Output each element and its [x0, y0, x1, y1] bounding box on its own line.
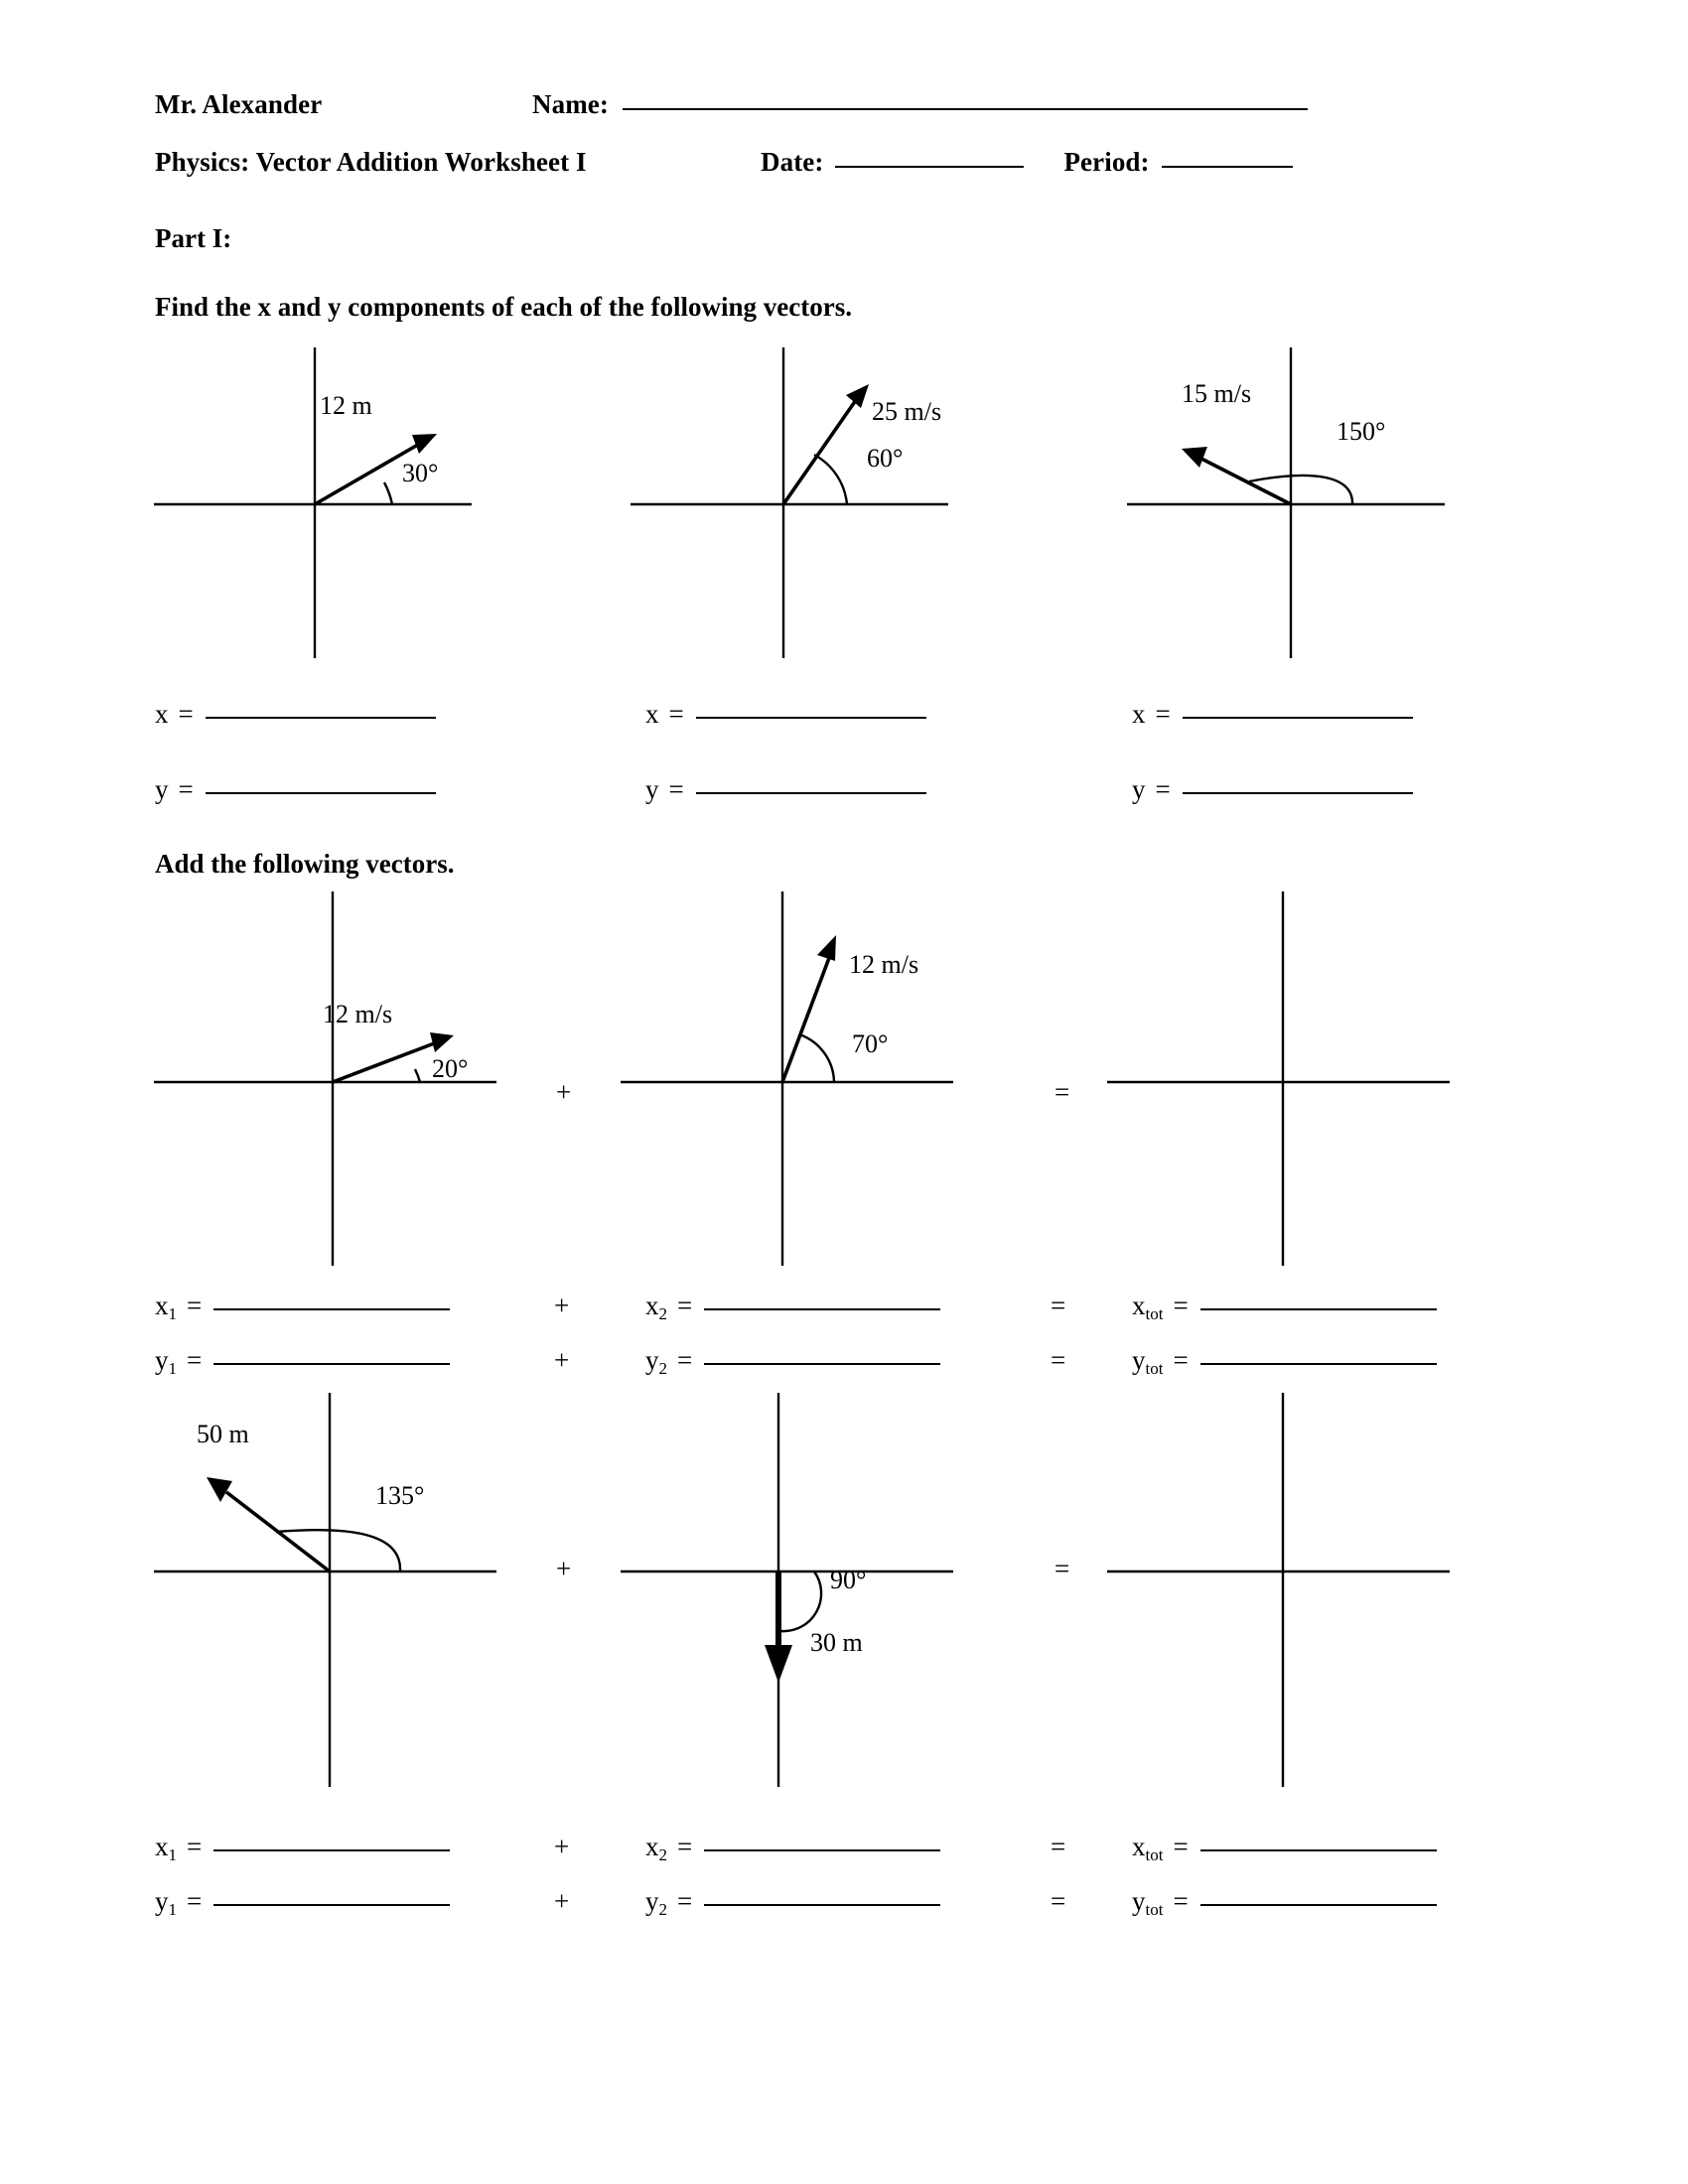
addition-row2-diagram-result: [1102, 1385, 1460, 1802]
answer-y-3: [1132, 774, 1413, 805]
period-blank-line[interactable]: [1162, 166, 1293, 168]
answer-y-1: [155, 774, 436, 805]
addition-row1-x2-label: $x_2$: [645, 1291, 667, 1323]
addition-row1-diagram-left: [149, 884, 506, 1281]
addition-row1-equals-operator: =: [1055, 1077, 1070, 1107]
addition-row1-x1-equals: =: [187, 1291, 203, 1320]
addition-row1-ytot-label: $y_{tot}$: [1132, 1345, 1164, 1378]
addition-row1-y2-blank[interactable]: [704, 1363, 940, 1365]
answer-x-1-label: x: [155, 699, 169, 729]
answer-x-2-equals: =: [668, 699, 684, 729]
addition-row1-x2-blank[interactable]: [704, 1308, 940, 1310]
addition-row2-ytot-equals: =: [1173, 1886, 1189, 1916]
addition-row2-y2-label: $y_2$: [645, 1886, 667, 1919]
addition-row1-x2-answer: [645, 1291, 940, 1324]
addition-row2-diagram-middle: [616, 1385, 973, 1802]
addition-row1-xtot-equals: =: [1173, 1291, 1189, 1320]
period-label: Period:: [1063, 147, 1150, 177]
answer-x-2-blank[interactable]: [696, 717, 926, 719]
addition-row1-y2-equals: =: [677, 1345, 693, 1375]
answer-y-2-label: y: [645, 774, 659, 804]
answer-x-3-label: x: [1132, 699, 1146, 729]
addition-row1-xtot-answer: [1132, 1291, 1437, 1324]
addition-row2-x2-equals: =: [677, 1832, 693, 1861]
addition-row1-middle-angle: 70°: [852, 1029, 889, 1058]
addition-row2-y1-equals: =: [187, 1886, 203, 1916]
addition-row2-y1-answer: [155, 1886, 450, 1920]
addition-row1-x1-label: $x_1$: [155, 1291, 177, 1323]
header-row-date: [155, 147, 1293, 178]
answer-x-3-equals: =: [1155, 699, 1171, 729]
addition-row1-y1-label: $y_1$: [155, 1345, 177, 1378]
vector-diagram-2: [626, 342, 953, 660]
vector-3-magnitude-label: 15 m/s: [1182, 379, 1252, 408]
date-label: Date:: [761, 147, 824, 177]
name-blank-line[interactable]: [623, 108, 1308, 110]
vector-diagram-1: [149, 342, 477, 660]
addition-row2-y-equals: =: [1051, 1886, 1066, 1916]
answer-y-1-blank[interactable]: [206, 792, 436, 794]
vector-1-angle-label: 30°: [402, 459, 439, 487]
addition-row2-x2-blank[interactable]: [704, 1849, 940, 1851]
addition-row2-x1-label: $x_1$: [155, 1832, 177, 1864]
answer-x-2-label: x: [645, 699, 659, 729]
addition-row1-x2-equals: =: [677, 1291, 693, 1320]
addition-row2-y1-blank[interactable]: [213, 1904, 450, 1906]
addition-row2-x2-answer: [645, 1832, 940, 1865]
vector-2-angle-label: 60°: [867, 444, 904, 473]
addition-row2-y-plus: +: [554, 1886, 570, 1916]
answer-x-1: [155, 699, 436, 730]
addition-row1-ytot-blank[interactable]: [1200, 1363, 1437, 1365]
answer-x-2: [645, 699, 926, 730]
answer-y-1-equals: =: [178, 774, 194, 804]
addition-row1-xtot-label: $x_{tot}$: [1132, 1291, 1164, 1323]
answer-x-1-blank[interactable]: [206, 717, 436, 719]
addition-row1-y2-label: $y_2$: [645, 1345, 667, 1378]
vector-1-magnitude-label: 12 m: [320, 391, 372, 420]
addition-row1-y1-blank[interactable]: [213, 1363, 450, 1365]
addition-row1-x1-blank[interactable]: [213, 1308, 450, 1310]
answer-x-3-blank[interactable]: [1183, 717, 1413, 719]
addition-row2-xtot-equals: =: [1173, 1832, 1189, 1861]
answer-y-1-label: y: [155, 774, 169, 804]
course-title: Physics: Vector Addition Worksheet I: [155, 147, 587, 177]
addition-row1-y1-answer: [155, 1345, 450, 1379]
name-label: Name:: [532, 89, 609, 119]
vector-3-angle-label: 150°: [1336, 417, 1386, 446]
addition-row1-x-equals: =: [1051, 1291, 1066, 1320]
addition-row2-xtot-label: $x_{tot}$: [1132, 1832, 1164, 1864]
addition-row2-y2-blank[interactable]: [704, 1904, 940, 1906]
addition-row1-y-equals: =: [1051, 1345, 1066, 1375]
addition-row1-y2-answer: [645, 1345, 940, 1379]
addition-row2-xtot-answer: [1132, 1832, 1437, 1865]
answer-y-3-label: y: [1132, 774, 1146, 804]
addition-row2-middle-magnitude: 30 m: [810, 1628, 863, 1657]
addition-row1-x1-answer: [155, 1291, 450, 1324]
addition-row2-x1-equals: =: [187, 1832, 203, 1861]
addition-row1-ytot-answer: [1132, 1345, 1437, 1379]
addition-row2-x-equals: =: [1051, 1832, 1066, 1861]
vector-diagram-3: [1122, 342, 1450, 660]
addition-row2-ytot-answer: [1132, 1886, 1437, 1920]
addition-row1-y-plus: +: [554, 1345, 570, 1375]
part-one-heading: Part I:: [155, 223, 232, 253]
add-vectors-instruction: Add the following vectors.: [155, 849, 455, 879]
addition-row2-x1-blank[interactable]: [213, 1849, 450, 1851]
addition-row2-y2-answer: [645, 1886, 940, 1920]
vector-2-magnitude-label: 25 m/s: [872, 397, 942, 426]
addition-row1-plus-operator: +: [556, 1077, 572, 1107]
header-row-name: [155, 89, 1308, 120]
addition-row2-ytot-blank[interactable]: [1200, 1904, 1437, 1906]
date-blank-line[interactable]: [835, 166, 1024, 168]
addition-row2-equals-operator: =: [1055, 1554, 1070, 1583]
addition-row2-x2-label: $x_2$: [645, 1832, 667, 1864]
addition-row1-left-magnitude: 12 m/s: [323, 1000, 393, 1028]
addition-row2-xtot-blank[interactable]: [1200, 1849, 1437, 1851]
addition-row2-y2-equals: =: [677, 1886, 693, 1916]
answer-y-3-equals: =: [1155, 774, 1171, 804]
addition-row1-ytot-equals: =: [1173, 1345, 1189, 1375]
answer-y-2-equals: =: [668, 774, 684, 804]
addition-row2-middle-angle: 90°: [830, 1566, 867, 1594]
addition-row1-y1-equals: =: [187, 1345, 203, 1375]
addition-row1-xtot-blank[interactable]: [1200, 1308, 1437, 1310]
addition-row2-x-plus: +: [554, 1832, 570, 1861]
addition-row1-middle-magnitude: 12 m/s: [849, 950, 919, 979]
find-components-instruction: Find the x and y components of each of the following vectors.: [155, 292, 852, 322]
addition-row2-ytot-label: $y_{tot}$: [1132, 1886, 1164, 1919]
addition-row1-diagram-result: [1102, 884, 1460, 1281]
addition-row2-diagram-left: [149, 1385, 506, 1802]
addition-row1-x-plus: +: [554, 1291, 570, 1320]
addition-row2-plus-operator: +: [556, 1554, 572, 1583]
answer-y-3-blank[interactable]: [1183, 792, 1413, 794]
addition-row1-diagram-middle: [616, 884, 973, 1281]
answer-x-3: [1132, 699, 1413, 730]
answer-y-2-blank[interactable]: [696, 792, 926, 794]
addition-row2-left-angle: 135°: [375, 1481, 425, 1510]
addition-row2-left-magnitude: 50 m: [197, 1420, 249, 1448]
addition-row2-x1-answer: [155, 1832, 450, 1865]
answer-y-2: [645, 774, 926, 805]
addition-row2-y1-label: $y_1$: [155, 1886, 177, 1919]
teacher-name: Mr. Alexander: [155, 89, 323, 119]
addition-row1-left-angle: 20°: [432, 1054, 469, 1083]
answer-x-1-equals: =: [178, 699, 194, 729]
